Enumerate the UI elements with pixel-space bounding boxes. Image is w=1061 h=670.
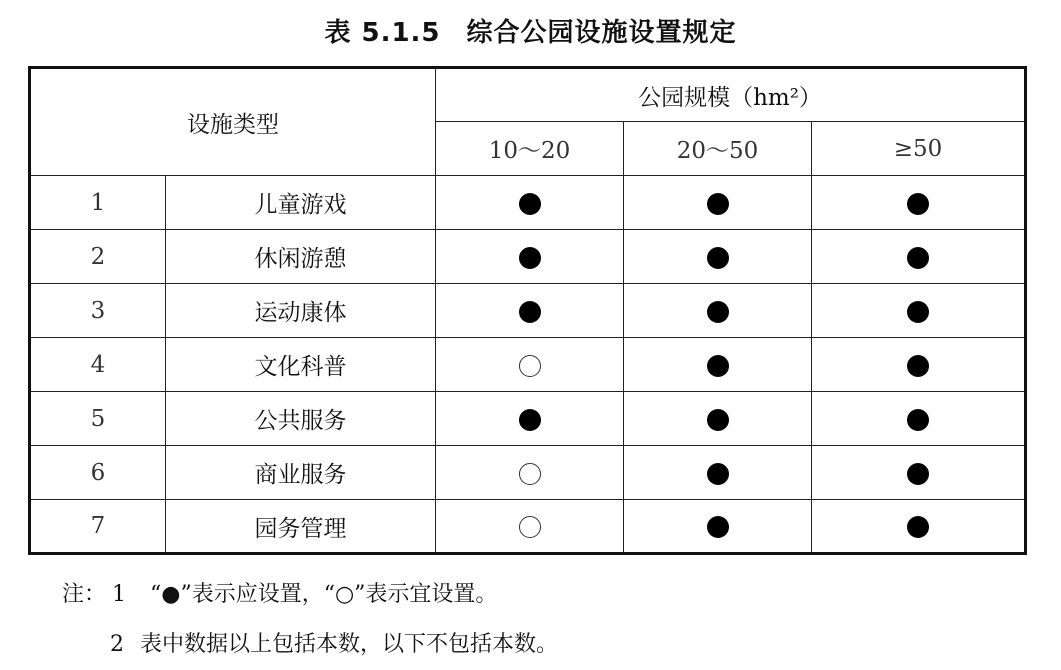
note-text: “●”表示应设置，“○”表示宜设置。 — [150, 582, 498, 607]
mark-cell — [812, 338, 1026, 392]
mark-cell — [812, 392, 1026, 446]
required-dot-icon — [907, 516, 929, 538]
mark-cell — [624, 230, 812, 284]
mark-cell — [436, 284, 624, 338]
table-row — [30, 284, 1026, 338]
notes-label: 注： — [62, 582, 107, 607]
mark-cell — [812, 446, 1026, 500]
required-dot-icon — [519, 301, 541, 323]
required-dot-icon — [519, 193, 541, 215]
table-row — [30, 500, 1026, 554]
mark-cell — [436, 338, 624, 392]
note-2 — [62, 620, 558, 670]
recommended-circle-icon — [519, 516, 541, 538]
mark-cell — [436, 392, 624, 446]
row-index: 6 — [30, 446, 166, 500]
required-dot-icon — [907, 409, 929, 431]
required-dot-icon — [707, 193, 729, 215]
park-scale-header: 公园规模（hm²） — [436, 68, 1026, 122]
scale-header-10-20: 10～20 — [436, 122, 624, 176]
required-dot-icon — [707, 247, 729, 269]
table-body — [30, 176, 1026, 554]
mark-cell — [436, 446, 624, 500]
mark-cell — [624, 176, 812, 230]
note-text: 表中数据以上包括本数，以下不包括本数。 — [140, 632, 559, 657]
required-dot-icon — [907, 193, 929, 215]
required-dot-icon — [907, 355, 929, 377]
row-index: 5 — [30, 392, 166, 446]
facility-name: 儿童游戏 — [166, 176, 436, 230]
required-dot-icon — [907, 463, 929, 485]
facility-name: 文化科普 — [166, 338, 436, 392]
mark-cell — [624, 284, 812, 338]
facility-name: 休闲游憩 — [166, 230, 436, 284]
note-number: 2 — [110, 632, 124, 657]
required-dot-icon — [707, 409, 729, 431]
required-dot-icon — [707, 516, 729, 538]
facility-name: 园务管理 — [166, 500, 436, 554]
required-dot-icon — [707, 463, 729, 485]
required-dot-icon — [907, 247, 929, 269]
facility-name: 商业服务 — [166, 446, 436, 500]
mark-cell — [436, 230, 624, 284]
mark-cell — [812, 284, 1026, 338]
table-row — [30, 230, 1026, 284]
note-1 — [62, 570, 558, 620]
notes — [62, 570, 558, 670]
mark-cell — [812, 500, 1026, 554]
mark-cell — [624, 392, 812, 446]
row-index: 1 — [30, 176, 166, 230]
mark-cell — [812, 230, 1026, 284]
row-index: 2 — [30, 230, 166, 284]
scale-header-50-plus: ≥50 — [812, 122, 1026, 176]
recommended-circle-icon — [519, 355, 541, 377]
recommended-circle-icon — [519, 463, 541, 485]
mark-cell — [624, 500, 812, 554]
required-dot-icon — [907, 301, 929, 323]
row-index: 7 — [30, 500, 166, 554]
scale-header-20-50: 20～50 — [624, 122, 812, 176]
facility-name: 运动康体 — [166, 284, 436, 338]
mark-cell — [624, 338, 812, 392]
required-dot-icon — [519, 409, 541, 431]
mark-cell — [436, 176, 624, 230]
row-index: 3 — [30, 284, 166, 338]
mark-cell — [812, 176, 1026, 230]
required-dot-icon — [707, 355, 729, 377]
required-dot-icon — [519, 247, 541, 269]
note-number: 1 — [112, 582, 127, 607]
table-row — [30, 176, 1026, 230]
facility-name: 公共服务 — [166, 392, 436, 446]
required-dot-icon — [707, 301, 729, 323]
mark-cell — [624, 446, 812, 500]
row-index: 4 — [30, 338, 166, 392]
table-row — [30, 338, 1026, 392]
table-row — [30, 446, 1026, 500]
facility-table — [28, 66, 1027, 555]
table-row — [30, 392, 1026, 446]
table-number: 表 5.1.5 — [324, 18, 441, 48]
table-caption: 综合公园设施设置规定 — [466, 18, 737, 48]
table-title — [0, 12, 1061, 49]
mark-cell — [436, 500, 624, 554]
facility-type-header: 设施类型 — [30, 68, 436, 176]
